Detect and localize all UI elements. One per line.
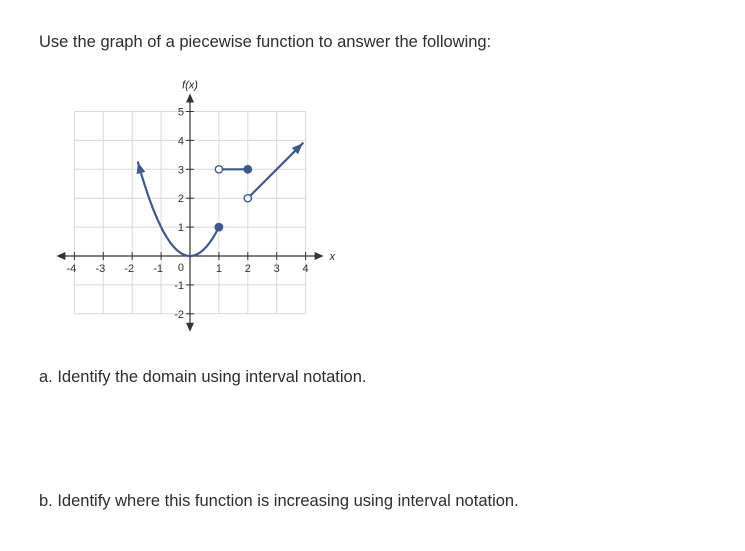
x-tick-label: 4 <box>302 263 309 275</box>
question-a: a. Identify the domain using interval notation. <box>39 368 367 386</box>
x-axis-arrow-left <box>56 252 65 260</box>
x-axis-arrow-right <box>315 252 324 260</box>
x-tick-label: -2 <box>124 263 135 275</box>
question-b: b. Identify where this function is increasing using interval notation. <box>39 492 519 510</box>
axes <box>56 94 323 332</box>
x-tick-label: 1 <box>215 263 222 275</box>
series-piece-1-start-arrow <box>137 162 146 174</box>
series-piece-1-end-point <box>215 223 223 231</box>
series-piece-3-start-point <box>244 195 251 202</box>
x-tick-label: -3 <box>95 263 106 275</box>
series-piece-2-end-point <box>244 166 252 174</box>
x-axis-title: x <box>329 251 336 263</box>
x-tick-label: 3 <box>273 263 280 275</box>
y-tick-label: 2 <box>177 193 184 206</box>
y-tick-label: 5 <box>177 106 184 119</box>
series-piece-3 <box>248 143 303 198</box>
prompt-text: Use the graph of a piecewise function to answer the following: <box>39 33 492 51</box>
y-axis-title: f(x) <box>182 79 198 92</box>
x-tick-label: -1 <box>153 263 163 275</box>
x-tick-label: 2 <box>244 263 251 275</box>
y-axis-arrow-down <box>186 323 194 332</box>
series-piece-2-start-point <box>215 166 222 173</box>
y-axis-arrow-up <box>186 94 194 103</box>
y-tick-label: 4 <box>177 135 184 148</box>
x-tick-label: -4 <box>66 263 77 275</box>
series-piece-1 <box>138 162 219 256</box>
y-tick-label: 1 <box>177 222 184 235</box>
y-tick-label: -2 <box>174 308 184 321</box>
y-tick-label: -1 <box>174 279 184 292</box>
origin-label: 0 <box>177 262 184 274</box>
y-tick-label: 3 <box>177 164 184 177</box>
